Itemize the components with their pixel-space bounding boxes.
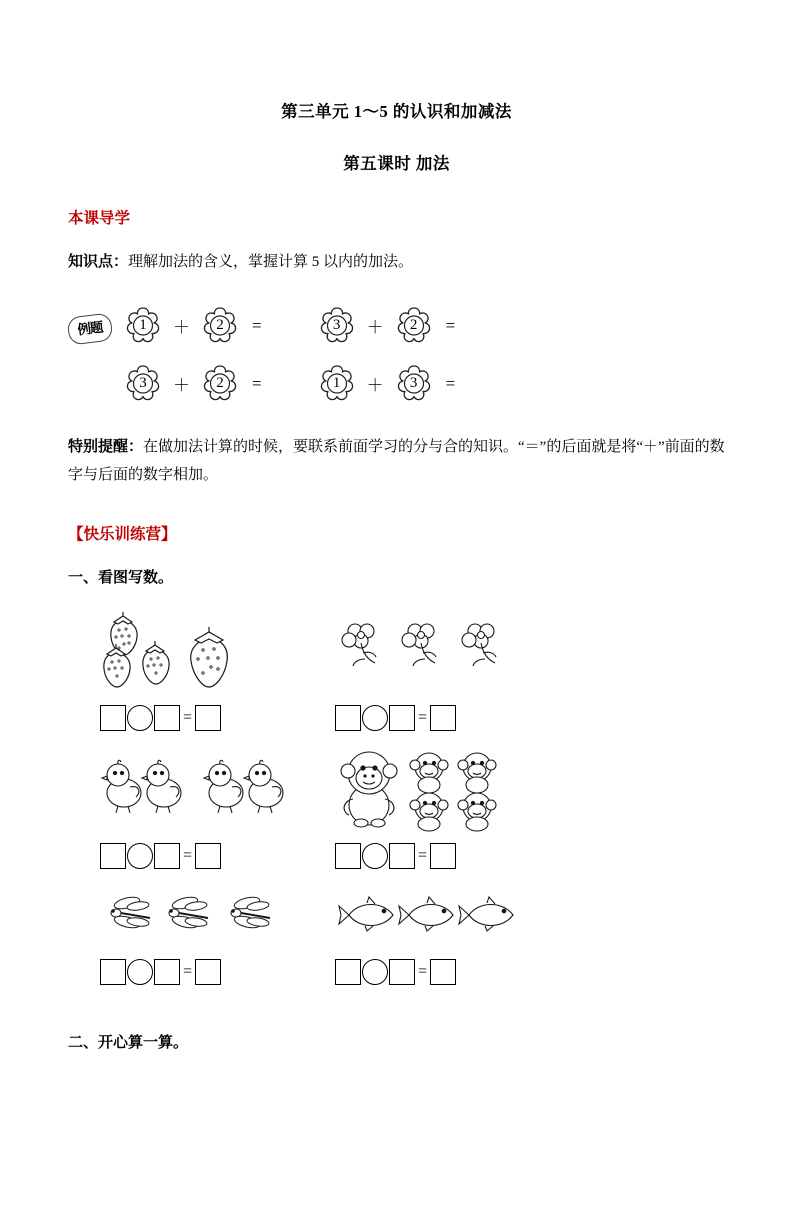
chicks-illustration	[98, 741, 333, 833]
example-operand: 1	[332, 375, 341, 391]
operator-circle[interactable]	[127, 843, 153, 869]
flowers-illustration	[333, 603, 568, 695]
fish-illustration	[333, 879, 568, 949]
answer-box[interactable]	[154, 705, 180, 731]
equals-sign: =	[418, 708, 428, 726]
answer-box[interactable]	[100, 705, 126, 731]
knowledge-point-text: 理解加法的含义，掌握计算 5 以内的加法。	[128, 254, 414, 270]
example-operand: 3	[332, 317, 341, 333]
answer-box[interactable]	[335, 705, 361, 731]
example-operand: 1	[139, 317, 147, 333]
answer-box[interactable]	[389, 843, 415, 869]
dragonflies-illustration	[98, 879, 333, 949]
example-row-1	[120, 303, 455, 349]
answer-box[interactable]	[195, 843, 221, 869]
example-operand: 2	[409, 317, 418, 333]
question-2-label: 二、开心算一算。	[68, 1034, 189, 1051]
picture-row-2	[98, 741, 568, 833]
answer-box[interactable]	[100, 959, 126, 985]
answer-box[interactable]	[195, 959, 221, 985]
plus-sign: ＋	[173, 376, 190, 395]
answer-group-3-right	[333, 959, 568, 985]
tip-text: 在做加法计算的时候，要联系前面学习的分与合的知识。“＝”的后面就是将“＋”前面的数字与后面的数字相加。	[68, 438, 725, 483]
answer-group-2-right	[333, 843, 568, 869]
flower-icon	[120, 303, 166, 349]
flower-icon	[391, 303, 437, 349]
unit-title: 第三单元 1～5 的认识和加减法	[281, 102, 512, 121]
knowledge-point	[68, 248, 725, 277]
equals-sign: =	[183, 962, 193, 980]
equals-sign: =	[418, 846, 428, 864]
operator-circle[interactable]	[127, 959, 153, 985]
flower-icon	[314, 361, 360, 407]
answer-group-1-left	[98, 705, 333, 731]
plus-sign: ＋	[173, 318, 190, 337]
answer-box[interactable]	[100, 843, 126, 869]
guide-section-label: 本课导学	[68, 210, 131, 227]
training-section-label: 【快乐训练营】	[68, 525, 177, 543]
flower-icon	[197, 303, 243, 349]
answer-row-1	[98, 695, 568, 741]
operator-circle[interactable]	[362, 705, 388, 731]
example-expression-4	[314, 361, 456, 407]
answer-box[interactable]	[335, 959, 361, 985]
knowledge-point-label: 知识点：	[68, 254, 129, 270]
answer-row-2	[98, 833, 568, 879]
answer-box[interactable]	[389, 959, 415, 985]
operator-circle[interactable]	[362, 843, 388, 869]
example-operand: 3	[409, 375, 418, 391]
monkeys-illustration	[333, 741, 568, 833]
example-row-2	[120, 361, 455, 407]
example-expression-3	[120, 361, 262, 407]
operator-circle[interactable]	[127, 705, 153, 731]
answer-group-3-left	[98, 959, 333, 985]
picture-row-3	[98, 879, 568, 949]
example-badge: 例题	[66, 312, 113, 345]
plus-sign: ＋	[366, 376, 384, 395]
lesson-title: 第五课时 加法	[343, 154, 450, 173]
example-operand: 2	[216, 375, 224, 391]
answer-box[interactable]	[430, 959, 456, 985]
answer-box[interactable]	[430, 705, 456, 731]
equals-sign: =	[418, 962, 428, 980]
plus-sign: ＋	[366, 318, 384, 337]
example-operand: 3	[139, 375, 147, 391]
tip-label: 特别提醒：	[68, 438, 144, 455]
flower-icon	[120, 361, 166, 407]
equals-sign: =	[445, 315, 456, 335]
answer-group-2-left	[98, 843, 333, 869]
strawberries-illustration	[98, 603, 333, 695]
equals-sign: =	[183, 708, 193, 726]
flower-icon	[314, 303, 360, 349]
example-operand: 2	[216, 317, 224, 333]
equals-sign: =	[445, 373, 456, 393]
flower-icon	[391, 361, 437, 407]
example-expression-1	[120, 303, 262, 349]
answer-group-1-right	[333, 705, 568, 731]
tip-paragraph	[68, 433, 725, 490]
question-1-area	[98, 603, 568, 995]
equals-sign: =	[183, 846, 193, 864]
answer-box[interactable]	[154, 959, 180, 985]
answer-row-3	[98, 949, 568, 995]
example-block	[68, 293, 725, 413]
operator-circle[interactable]	[362, 959, 388, 985]
equals-sign: =	[252, 315, 262, 335]
answer-box[interactable]	[430, 843, 456, 869]
answer-box[interactable]	[195, 705, 221, 731]
answer-box[interactable]	[389, 705, 415, 731]
example-expression-2	[314, 303, 456, 349]
flower-icon	[197, 361, 243, 407]
equals-sign: =	[252, 373, 262, 393]
answer-box[interactable]	[335, 843, 361, 869]
question-1-label: 一、看图写数。	[68, 569, 174, 586]
worksheet-page	[0, 98, 793, 1220]
picture-row-1	[98, 603, 568, 695]
answer-box[interactable]	[154, 843, 180, 869]
